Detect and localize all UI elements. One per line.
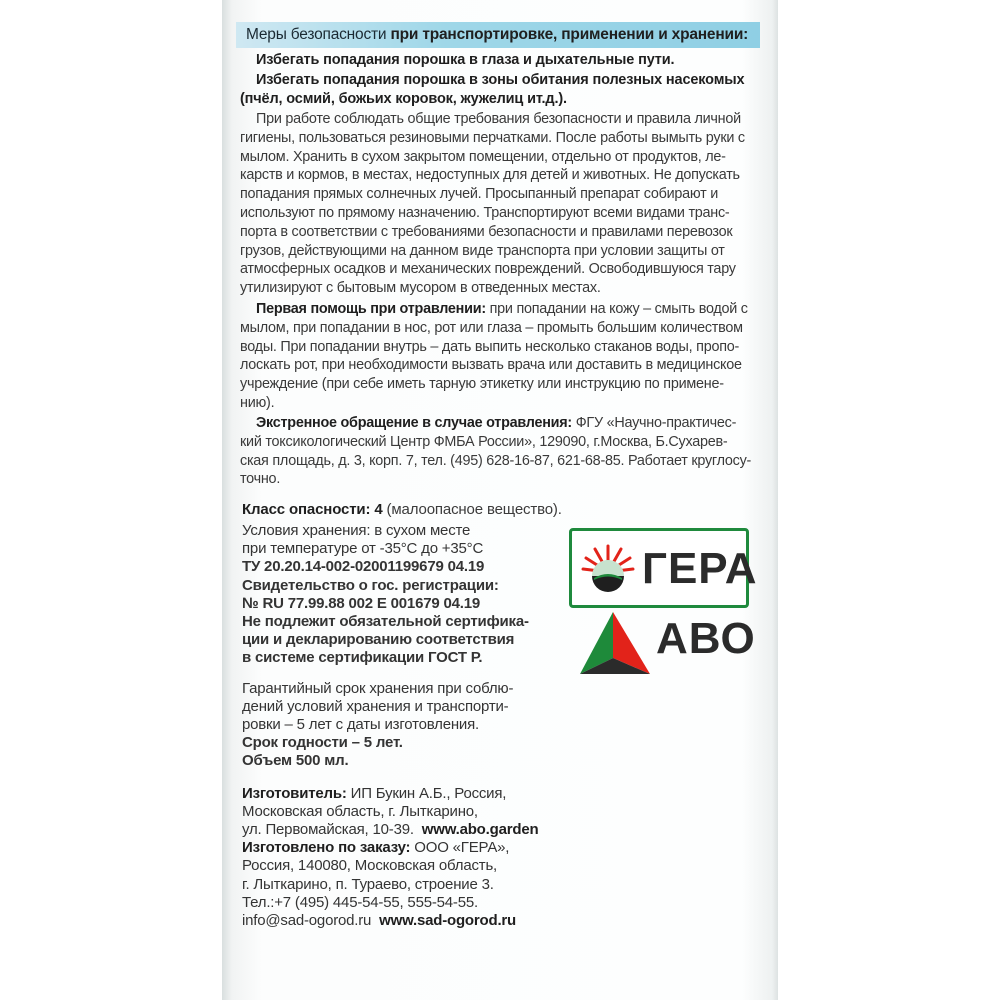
customer-phone: Тел.:+7 (495) 445-54-55, 555-54-55.: [242, 893, 478, 911]
emergency-heading: Экстренное обращение в случае отравления:: [256, 415, 572, 431]
shelf-life: Срок годности – 5 лет.: [242, 734, 403, 752]
safety-line: утилизируют с бытовым мусором в отведенных местах.: [240, 280, 601, 297]
customer-contacts: [242, 912, 572, 930]
storage-line: Условия хранения: в сухом месте: [242, 522, 471, 539]
warranty-line: дений условий хранения и транспорти-: [242, 697, 509, 715]
emergency-line: ская площадь, д. 3, корп. 7, тел. (495) 628-16-87, 621-68-85. Работает круглосу-: [240, 452, 752, 469]
manufacturer-name: ИП Букин А.Б., Россия,: [346, 784, 507, 802]
header-part1: Меры безопасности: [246, 26, 391, 43]
first-aid-paragraph: [240, 300, 760, 413]
warranty-line: ровки – 5 лет с даты изготовления.: [242, 716, 479, 734]
emergency-line: ФГУ «Научно-практичес-: [571, 415, 737, 431]
tu-code: ТУ 20.20.14-002-02001199679 04.19: [242, 558, 485, 576]
header-part2: при транспортировке, применении и хранении:: [390, 26, 749, 43]
first-aid-line: мылом, при попадании в нос, рот или глаза – промыть большим количеством: [240, 319, 743, 336]
safety-line: мылом. Хранить в сухом закрытом помещении, отдельно от продуктов, ле-: [240, 148, 726, 165]
customer-address-2: г. Лыткарино, п. Тураево, строение 3.: [242, 875, 494, 893]
safety-line: порта в соответствии с требованиями безопасности и правилами перевозок: [240, 223, 733, 240]
manufacturer-address: Московская область, г. Лыткарино,: [242, 802, 478, 820]
warning-line-3: (пчёл, осмий, божьих коровок, жужелиц ит.д.).: [240, 91, 567, 107]
warning-line-1: Избегать попадания порошка в глаза и дыхательные пути.: [256, 52, 675, 68]
abo-logo-text: АВО: [656, 614, 756, 663]
storage-line: при температуре от -35°С до +35°С: [242, 540, 484, 558]
manufacturer-website[interactable]: www.abo.garden: [421, 821, 539, 839]
hazard-label: Класс опасности: 4: [242, 501, 383, 518]
emergency-paragraph: [240, 414, 760, 489]
sun-emblem-icon: [580, 542, 636, 598]
manufacturer-label: Изготовитель:: [242, 784, 347, 802]
first-aid-line: учреждение (при себе иметь тарную этикетку или инструкцию по примене-: [240, 376, 724, 393]
registration-line: Свидетельство о гос. регистрации:: [242, 576, 499, 594]
first-aid-line: воды. При попадании внутрь – дать выпить несколько стаканов воды, пропо-: [240, 338, 740, 355]
safety-line: грузов, действующими на данном виде транспорта при условии защиты от: [240, 242, 725, 259]
hazard-note: (малоопасное вещество).: [382, 501, 562, 518]
details-column: [242, 522, 572, 930]
safety-line: попадания прямых солнечных лучей. Просыпанный препарат собирают и: [240, 186, 718, 203]
customer-line: [242, 839, 572, 857]
emergency-line: точно.: [240, 471, 281, 488]
emergency-line: кий токсикологический Центр ФМБА России», 129090, г.Москва, Б.Сухарев-: [240, 433, 728, 450]
section-header: [246, 24, 748, 46]
abo-triangle-icon: [578, 610, 652, 676]
certification-line: в системе сертификации ГОСТ Р.: [242, 649, 483, 667]
manufacturer-street-text: ул. Первомайская, 10-39.: [242, 821, 414, 839]
customer-email[interactable]: info@sad-ogorod.ru: [242, 912, 372, 930]
customer-address: Россия, 140080, Московская область,: [242, 857, 498, 875]
first-aid-heading: Первая помощь при отравлении:: [256, 301, 486, 317]
customer-website[interactable]: www.sad-ogorod.ru: [379, 912, 517, 930]
first-aid-line: нию).: [240, 394, 275, 411]
manufacturer-street: [242, 821, 572, 839]
certification-line: ции и декларированию соответствия: [242, 631, 515, 649]
warranty-line: Гарантийный срок хранения при соблю-: [242, 679, 514, 697]
safety-line: атмосферных осадков и механических повреждений. Освободившуюся тару: [240, 261, 736, 278]
safety-line: карств и кормов, в местах, недоступных для детей и животных. Не допускать: [240, 167, 740, 184]
safety-line: При работе соблюдать общие требования безопасности и правила личной: [256, 111, 741, 127]
safety-line: используют по прямому назначению. Транспортируют всеми видами транс-: [240, 204, 730, 221]
hazard-class: [242, 501, 562, 518]
warning-line-2: Избегать попадания порошка в зоны обитания полезных насекомых: [256, 72, 745, 88]
first-aid-line: лоскать рот, при необходимости вызвать врача или доставить в медицинское: [240, 357, 742, 374]
customer-name: ООО «ГЕРА»,: [410, 839, 510, 857]
gera-logo-text: ГЕРА: [642, 544, 758, 593]
registration-number: № RU 77.99.88 002 Е 001679 04.19: [242, 594, 481, 612]
first-aid-line: при попадании на кожу – смыть водой с: [485, 301, 748, 317]
safety-paragraph: [240, 110, 760, 298]
volume: Объем 500 мл.: [242, 752, 349, 770]
manufacturer-line: [242, 785, 572, 803]
customer-label: Изготовлено по заказу:: [242, 839, 411, 857]
safety-line: гигиены, пользоваться резиновыми перчатками. После работы вымыть руки с: [240, 129, 745, 146]
certification-line: Не подлежит обязательной сертифика-: [242, 613, 529, 631]
